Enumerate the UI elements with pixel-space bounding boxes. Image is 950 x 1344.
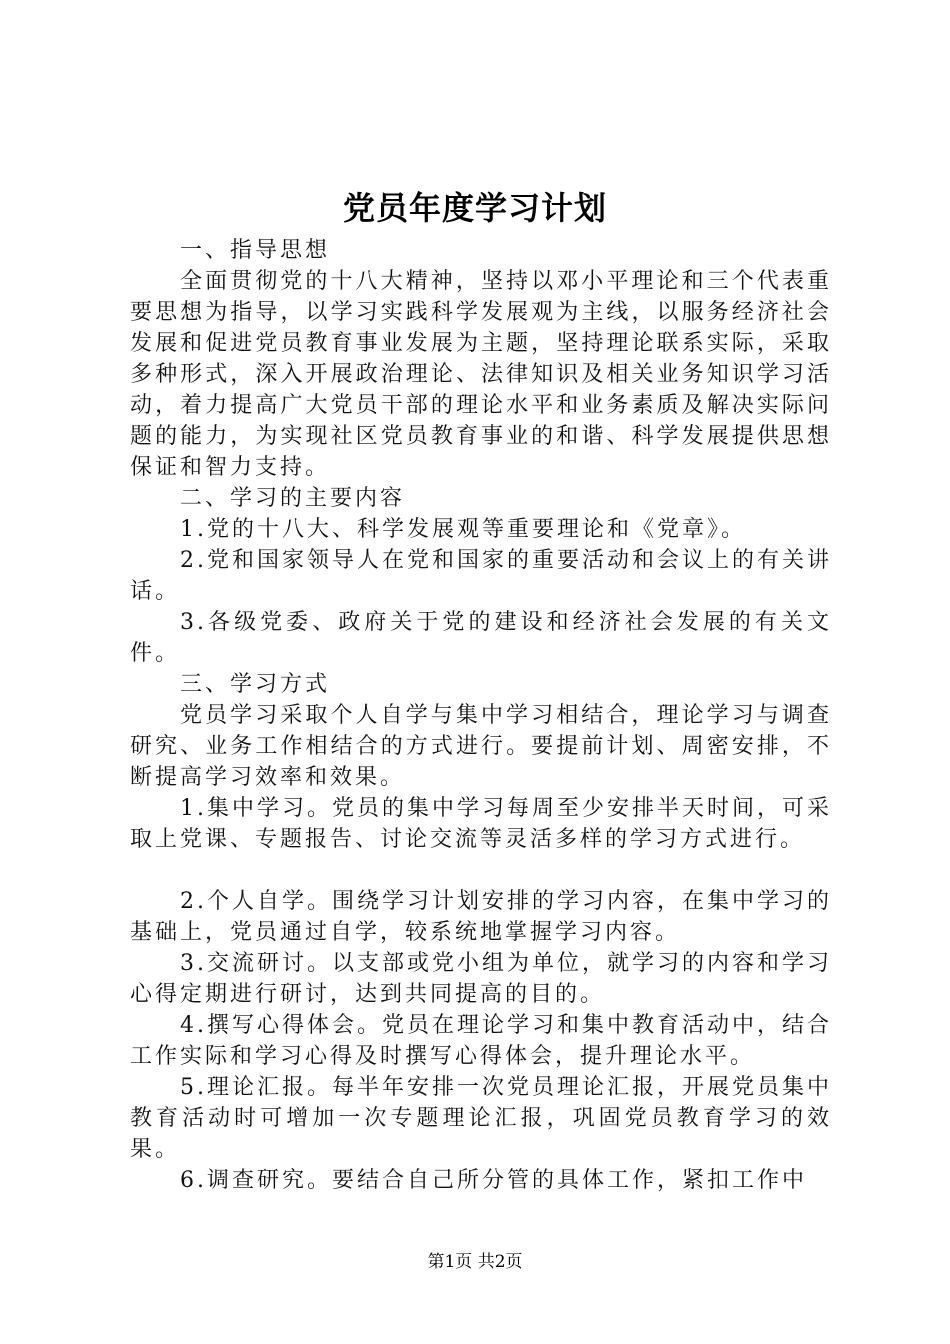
section-heading-main-content: 二、学习的主要内容 (180, 486, 406, 511)
list-item-method-3: 3.交流研讨。以支部或党小组为单位，就学习的内容和学习心得定期进行研讨，达到共同提高的目的。 (130, 951, 832, 1007)
list-item-method-1: 1.集中学习。党员的集中学习每周至少安排半天时间，可采取上党课、专题报告、讨论交流等灵活多样的学习方式进行。 (130, 796, 832, 852)
page-number-footer: 第1页 共2页 (427, 1252, 523, 1272)
list-item-content-3: 3.各级党委、政府关于党的建设和经济社会发展的有关文件。 (130, 610, 832, 666)
list-item-method-4: 4.撰写心得体会。党员在理论学习和集中教育活动中，结合工作实际和学习心得及时撰写心得体会，提升理论水平。 (130, 1013, 832, 1069)
list-item-content-2: 2.党和国家领导人在党和国家的重要活动和会议上的有关讲话。 (130, 548, 832, 604)
list-item-method-5: 5.理论汇报。每半年安排一次党员理论汇报，开展党员集中教育活动时可增加一次专题理论汇报，巩固党员教育学习的效果。 (130, 1075, 832, 1162)
document-title: 党员年度学习计划 (342, 189, 607, 227)
list-item-content-1: 1.党的十八大、科学发展观等重要理论和《党章》。 (180, 517, 746, 542)
paragraph-study-methods: 党员学习采取个人自学与集中学习相结合，理论学习与调查研究、业务工作相结合的方式进行。要提前计划、周密安排，不断提高学习效率和效果。 (130, 703, 832, 790)
list-item-method-2: 2.个人自学。围绕学习计划安排的学习内容，在集中学习的基础上，党员通过自学，较系统地掌握学习内容。 (130, 889, 832, 945)
document-body (130, 235, 832, 1196)
paragraph-guiding-ideology: 全面贯彻党的十八大精神，坚持以邓小平理论和三个代表重要思想为指导，以学习实践科学发展观为主线，以服务经济社会发展和促进党员教育事业发展为主题，坚持理论联系实际，采取多种形式，深入开展政治理论、法律知识及相关业务知识学习活动，着力提高广大党员干部的理论水平和业务素质及解决实际问题的能力，为实现社区党员教育事业的和谐、科学发展提供思想保证和智力支持。 (130, 269, 832, 480)
section-heading-study-methods: 三、学习方式 (180, 672, 331, 697)
list-item-method-6: 6.调查研究。要结合自己所分管的具体工作，紧扣工作中 (180, 1168, 807, 1193)
section-heading-guiding-ideology: 一、指导思想 (180, 238, 331, 263)
